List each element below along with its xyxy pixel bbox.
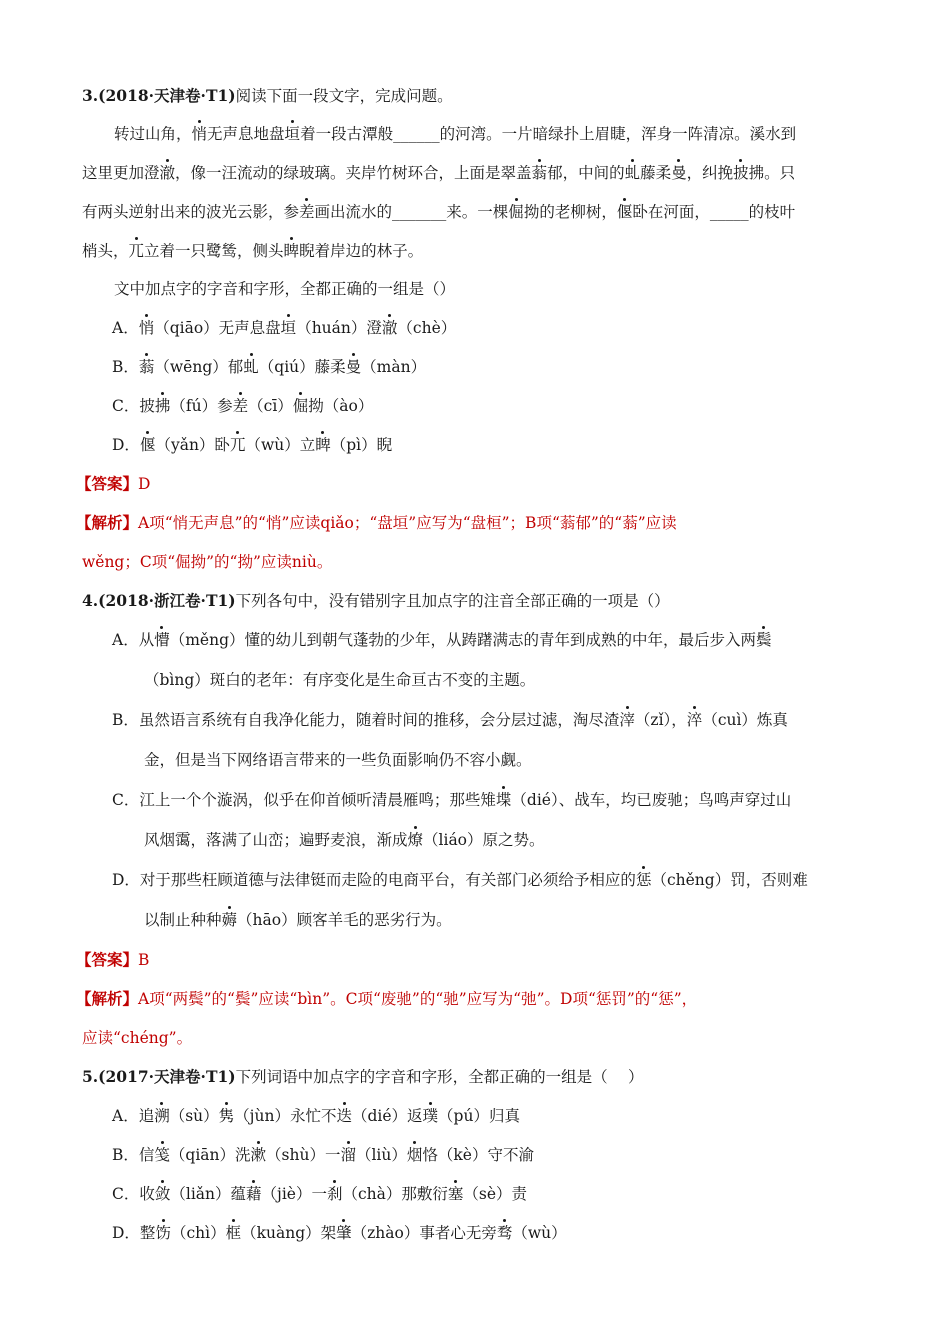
text-segment: （liù） [355, 1146, 407, 1164]
text-segment: （qiān）洗 [169, 1146, 251, 1164]
text-segment: （chì） [170, 1224, 226, 1242]
text-segment: D．整 [112, 1224, 156, 1242]
q3-prompt: 阅读下面一段文字，完成问题。 [235, 87, 453, 105]
text-segment: B． [112, 358, 139, 376]
dotted-char: 溜 [340, 1146, 356, 1164]
text-segment: 转过山角， [114, 125, 192, 143]
q3-analysis-text-1: A项“悄无声息”的“悄”应读qiǎo；“盘垣”应写为“盘桓”；B项“蓊郁”的“蓊”应读 [138, 514, 677, 532]
text-segment: 藤柔 [640, 164, 672, 182]
q3-option [82, 357, 872, 377]
text-segment: （cī） [248, 397, 293, 415]
text-segment: D． [112, 436, 140, 454]
q5-options [82, 1106, 872, 1243]
dotted-char: 溯 [154, 1107, 170, 1125]
dotted-char: 偃 [616, 203, 633, 221]
text-segment: 睨着岸边的林子。 [299, 242, 424, 260]
text-segment: 恪（kè）守不渝 [422, 1146, 534, 1164]
text-segment: C．收 [112, 1185, 155, 1203]
q4-options [82, 630, 872, 950]
dotted-char: 惩 [635, 871, 652, 889]
text-segment: （chěng）罚，否则难 [651, 871, 808, 889]
dotted-char: 蓊 [138, 358, 155, 376]
text-segment: （zǐ）， [634, 711, 687, 729]
q4-analysis-text-1: A项“两鬓”的“鬓”应读“bìn”。C项“废驰”的“驰”应写为“弛”。D项“惩罚”的“惩”， [138, 990, 698, 1008]
dotted-char: 悄 [191, 125, 208, 143]
dotted-char: 饬 [155, 1224, 171, 1242]
dotted-char: 差 [299, 203, 315, 221]
q3-option [82, 396, 872, 416]
dotted-char: 垣 [284, 125, 301, 143]
dotted-char: 淬 [686, 711, 703, 729]
text-segment: 有两头逆射出来的波光云影，参 [82, 203, 300, 221]
text-segment: （wù）立 [245, 436, 316, 454]
text-segment: （shù）一 [266, 1146, 341, 1164]
q4-option-line [82, 710, 872, 730]
text-segment: （huán）澄 [296, 319, 382, 337]
q4-number: 4.(2018·浙江卷·T1) [82, 591, 236, 610]
q4-analysis-tag: 【解析】 [76, 989, 139, 1008]
dotted-char: 藉 [246, 1185, 262, 1203]
dotted-char: 澈 [381, 319, 398, 337]
text-segment: （fú）参 [170, 397, 233, 415]
text-segment: 郁，中间的 [547, 164, 625, 182]
q3-options [82, 318, 872, 474]
dotted-char: 倔 [292, 397, 309, 415]
text-segment: 着一段古潭般______的河湾。一片暗绿扑上眉睫，浑身一阵清凉。溪水到 [300, 125, 797, 143]
dotted-char: 塞 [447, 1185, 464, 1203]
text-segment: ，纠挽 [686, 164, 734, 182]
text-segment: （chè） [397, 319, 457, 337]
text-segment: （qiú）藤柔 [258, 358, 346, 376]
text-segment: A．从 [112, 631, 155, 649]
q4-option-line [82, 870, 872, 890]
text-segment: （pú）归真 [438, 1107, 520, 1125]
q3-analysis-tag: 【解析】 [76, 513, 139, 532]
dotted-char: 拂 [154, 397, 171, 415]
text-segment: 这里更加澄 [82, 164, 160, 182]
q4-option-line [82, 790, 872, 810]
q4-answer-value: B [138, 951, 150, 969]
q5-option [82, 1106, 872, 1126]
text-segment: 画出流水的_______来。一棵 [314, 203, 509, 221]
text-segment: （hāo）顾客羊毛的恶劣行为。 [237, 911, 452, 929]
q4-analysis-line-1 [76, 989, 872, 1009]
dotted-char: 堞 [495, 791, 512, 809]
q3-answer-value: D [138, 475, 151, 493]
text-segment: D．对于那些枉顾道德与法律铤而走险的电商平台，有关部门必须给予相应的 [112, 871, 636, 889]
q5-option [82, 1184, 872, 1204]
q3-analysis-line-1 [76, 513, 872, 533]
q4-answer-tag: 【答案】 [76, 950, 139, 969]
dotted-char: 垣 [280, 319, 297, 337]
text-segment: （sè）责 [463, 1185, 528, 1203]
q3-option [82, 318, 872, 338]
dotted-char: 燎 [407, 831, 424, 849]
dotted-char: 肇 [336, 1224, 352, 1242]
q3-number: 3.(2018·天津卷·T1) [82, 86, 236, 105]
text-segment: A．追 [112, 1107, 155, 1125]
text-segment: （měng）懂的幼儿到朝气蓬勃的少年，从踌躇满志的青年到成熟的中年，最后步入两 [169, 631, 756, 649]
text-segment: （sù） [169, 1107, 219, 1125]
q4-answer [76, 950, 872, 970]
text-segment: B．虽然语言系统有自我净化能力，随着时间的推移，会分层过滤，淘尽渣 [112, 711, 620, 729]
q3-header [82, 86, 872, 106]
text-segment: （dié）、战车，均已废驰；鸟鸣声穿过山 [511, 791, 792, 809]
q3-answer-tag: 【答案】 [76, 474, 139, 493]
text-segment: （jùn）永忙不 [234, 1107, 337, 1125]
dotted-char: 框 [225, 1224, 242, 1242]
q4-option-line [82, 670, 872, 690]
text-segment: （wù） [512, 1224, 567, 1242]
text-segment: （pì）睨 [330, 436, 393, 454]
text-segment: （qiāo）无声息盘 [154, 319, 281, 337]
text-segment: 无声息地盘 [207, 125, 285, 143]
text-segment: （dié）返 [351, 1107, 423, 1125]
passage-line [82, 124, 872, 144]
dotted-char: 薅 [221, 911, 238, 929]
dotted-char: 漱 [250, 1146, 267, 1164]
document-page [76, 86, 872, 1243]
dotted-char: 偃 [139, 436, 156, 454]
dotted-char: 烟 [406, 1146, 423, 1164]
passage-line [82, 241, 872, 261]
dotted-char: 差 [232, 397, 249, 415]
q3-analysis-line-2: wěng；C项“倔拗”的“拗”应读niù。 [82, 553, 333, 571]
q3-passage [82, 124, 872, 261]
dotted-char: 蓊 [531, 164, 548, 182]
q4-analysis-line-2: 应读“chéng”。 [82, 1029, 193, 1047]
q5-prompt: 下列词语中加点字的字音和字形，全都正确的一组是（ ） [235, 1068, 644, 1086]
text-segment: （zhào）事者心无旁 [351, 1224, 497, 1242]
dotted-char: 兀 [229, 436, 246, 454]
dotted-char: 兀 [128, 242, 145, 260]
dotted-char: 刹 [326, 1185, 343, 1203]
dotted-char: 倔 [508, 203, 524, 221]
text-segment: （màn） [361, 358, 427, 376]
dotted-char: 笺 [154, 1146, 170, 1164]
q3-answer [76, 474, 872, 494]
q5-number: 5.(2017·天津卷·T1) [82, 1067, 236, 1086]
q5-option [82, 1145, 872, 1165]
text-segment: ，像一汪流动的绿玻璃。夹岸竹树环合，上面是翠盖 [175, 164, 532, 182]
text-segment: 以制止种种 [144, 911, 222, 929]
text-segment: 立着一只鹭鸶，侧头 [144, 242, 284, 260]
dotted-char: 悄 [138, 319, 155, 337]
text-segment: （cuì）炼真 [702, 711, 788, 729]
text-segment: （chà）那敷衍 [342, 1185, 448, 1203]
dotted-char: 曼 [671, 164, 687, 182]
dotted-char: 披 [733, 164, 749, 182]
q4-option-line [82, 910, 872, 930]
dotted-char: 滓 [619, 711, 635, 729]
text-segment: （bìng）斑白的老年：有序变化是生命亘古不变的主题。 [144, 671, 536, 689]
dotted-char: 虬 [243, 358, 259, 376]
text-segment: 拂。只 [748, 164, 796, 182]
dotted-char: 鬓 [756, 631, 772, 649]
text-segment: （jiè）一 [261, 1185, 327, 1203]
dotted-char: 迭 [336, 1107, 352, 1125]
q3-option [82, 435, 872, 455]
q4-header [82, 591, 872, 611]
dotted-char: 懵 [154, 631, 170, 649]
dotted-char: 隽 [218, 1107, 235, 1125]
dotted-char: 敛 [154, 1185, 171, 1203]
q4-option-line [82, 830, 872, 850]
text-segment: 风烟霭，落满了山峦；遍野麦浪，渐成 [144, 831, 408, 849]
dotted-char: 曼 [345, 358, 362, 376]
text-segment: 梢头， [82, 242, 129, 260]
passage-line [82, 163, 872, 183]
text-segment: （kuàng）架 [241, 1224, 337, 1242]
text-segment: （liǎn）蕴 [170, 1185, 247, 1203]
q4-option-line [82, 630, 872, 650]
dotted-char: 虬 [624, 164, 641, 182]
q4-prompt: 下列各句中，没有错别字且加点字的注音全部正确的一项是（） [235, 592, 670, 610]
text-segment: B．信 [112, 1146, 155, 1164]
q3-question: 文中加点字的字音和字形，全都正确的一组是（） [114, 280, 456, 298]
text-segment: C．江上一个个漩涡，似乎在仰首倾听清晨雁鸣；那些雉 [112, 791, 496, 809]
dotted-char: 睥 [315, 436, 331, 454]
text-segment: （liáo）原之势。 [423, 831, 545, 849]
dotted-char: 澈 [159, 164, 176, 182]
dotted-char: 骛 [496, 1224, 513, 1242]
text-segment: （yǎn）卧 [155, 436, 230, 454]
q4-option-line [82, 750, 872, 770]
passage-line [82, 202, 872, 222]
dotted-char: 睥 [283, 242, 300, 260]
text-segment: 拗（ào） [308, 397, 374, 415]
text-segment: A． [112, 319, 139, 337]
dotted-char: 璞 [422, 1107, 439, 1125]
text-segment: 金，但是当下网络语言带来的一些负面影响仍不容小觑。 [144, 751, 532, 769]
q5-header [82, 1067, 872, 1087]
q5-option [82, 1223, 872, 1243]
text-segment: 卧在河面，_____的枝叶 [632, 203, 796, 221]
text-segment: 拗的老柳树， [523, 203, 617, 221]
text-segment: C．披 [112, 397, 155, 415]
text-segment: （wēng）郁 [154, 358, 244, 376]
